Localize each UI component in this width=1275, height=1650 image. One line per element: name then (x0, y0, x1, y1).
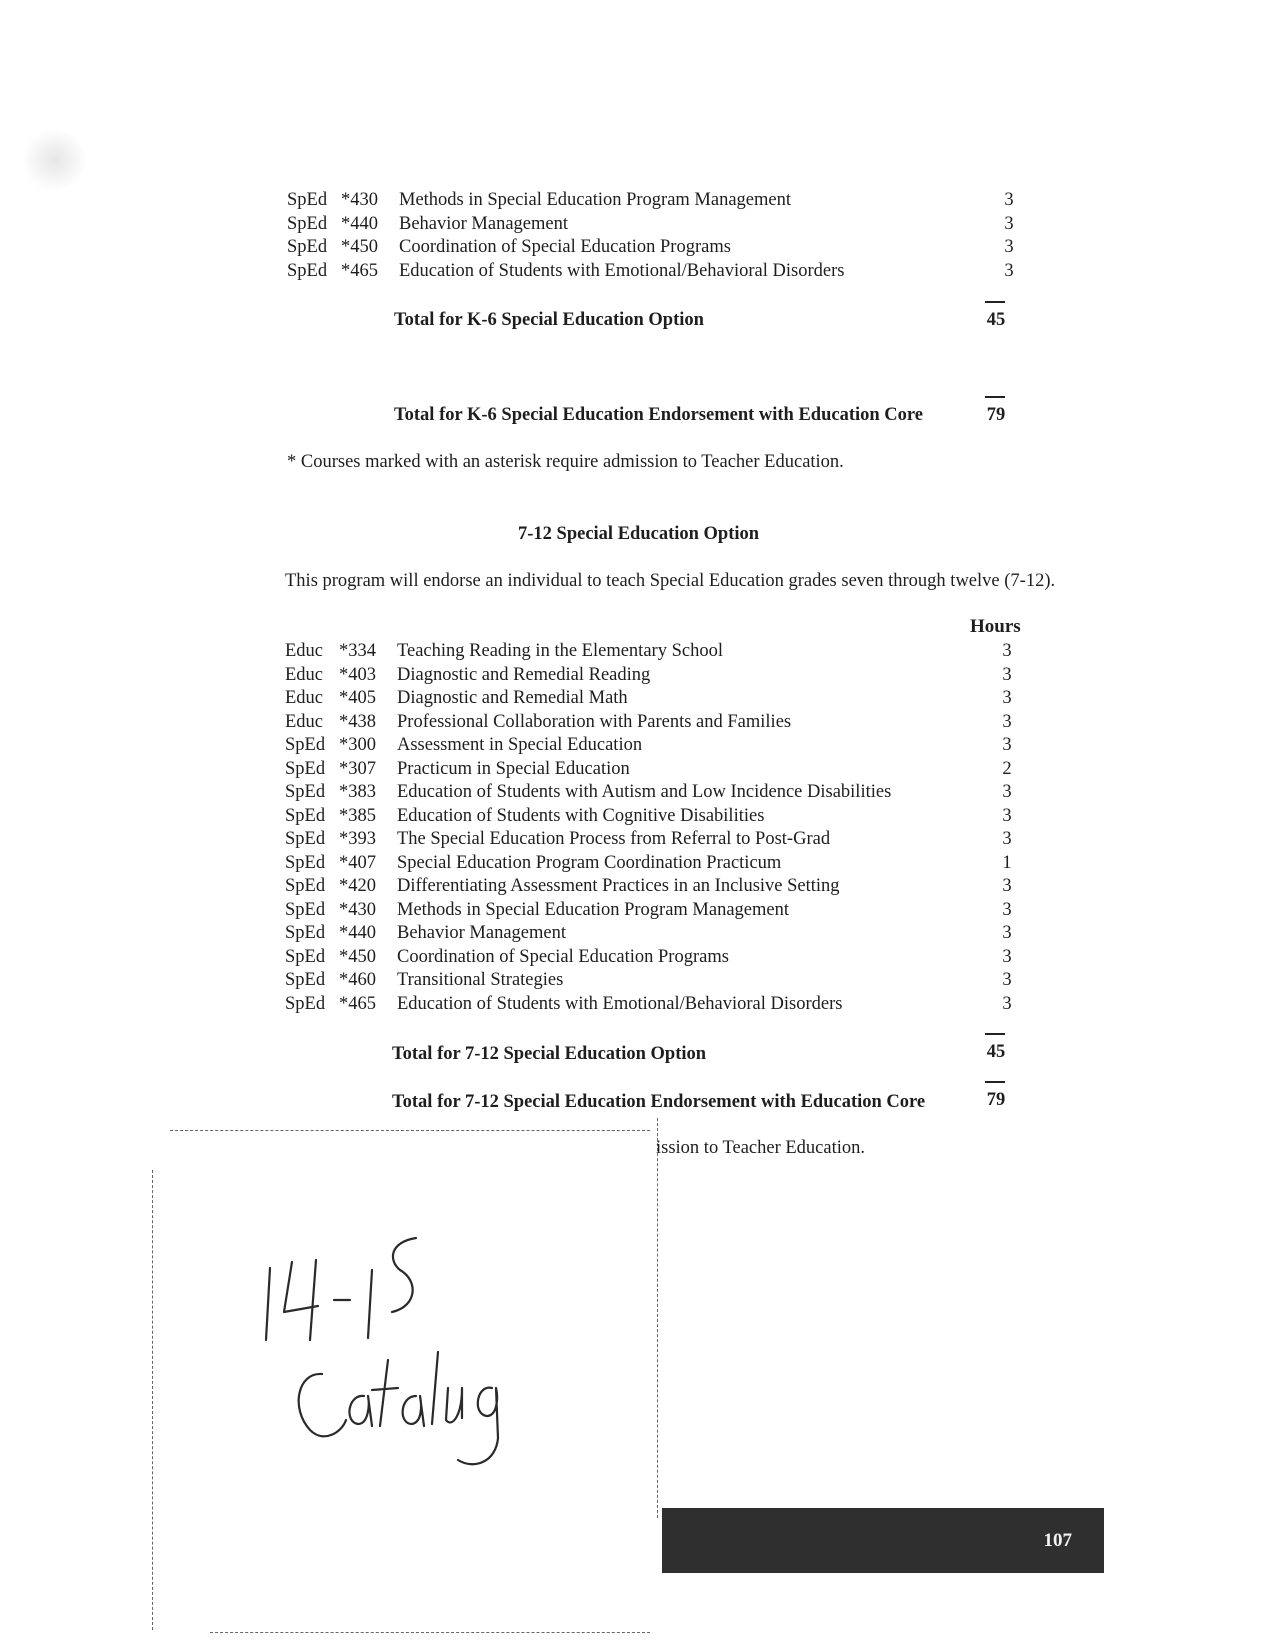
scan-smudge (20, 130, 90, 190)
course-hours: 3 (1004, 237, 1014, 257)
course-row (285, 734, 1027, 758)
section-712-endorsement-total-label: Total for 7-12 Special Education Endorsement with Education Core (392, 1092, 926, 1112)
course-row (287, 260, 1029, 284)
overlay-top-edge (170, 1130, 650, 1131)
k6-option-total-label: Total for K-6 Special Education Option (394, 310, 704, 330)
course-hours: 3 (1002, 735, 1012, 755)
course-title: Education of Students with Emotional/Behavioral Disorders (399, 260, 845, 281)
course-title: Methods in Special Education Program Management (399, 190, 792, 210)
course-title: Methods in Special Education Program Management (397, 899, 790, 920)
footer-bar (662, 1508, 1104, 1573)
course-title: The Special Education Process from Referral to Post-Grad (397, 829, 831, 849)
course-number: *307 (339, 758, 376, 779)
course-dept: SpEd (285, 993, 326, 1014)
course-hours: 3 (1002, 829, 1012, 849)
page-number: 107 (1043, 1530, 1072, 1551)
handwriting-stroke (432, 1352, 438, 1424)
hours-column-header: Hours (970, 616, 1021, 637)
handwriting-stroke (446, 1388, 462, 1422)
section-712-intro: This program will endorse an individual to teach Special Education grades seven through twelve (7-12). (285, 571, 1056, 591)
course-dept: SpEd (285, 805, 326, 826)
asterisk-note: * Courses marked with an asterisk require admission to Teacher Education. (287, 452, 844, 472)
course-title: Education of Students with Cognitive Disabilities (397, 805, 765, 826)
k6-course-table (287, 189, 1029, 283)
course-row (285, 852, 1027, 876)
course-hours: 3 (1002, 946, 1012, 967)
course-row (285, 922, 1027, 946)
course-number: *465 (341, 260, 378, 281)
course-dept: SpEd (285, 923, 326, 943)
course-hours: 3 (1002, 805, 1012, 826)
course-row (285, 899, 1027, 923)
overlay-right-edge (657, 1118, 658, 1518)
course-hours: 3 (1002, 688, 1012, 708)
k6-endorsement-rule (985, 396, 1005, 398)
handwriting-stroke (266, 1268, 270, 1340)
handwriting-stroke (299, 1374, 346, 1436)
course-number: *450 (339, 946, 376, 967)
course-hours: 3 (1004, 213, 1014, 234)
course-title: Teaching Reading in the Elementary School (397, 641, 723, 661)
course-number: *405 (339, 688, 376, 708)
course-dept: SpEd (287, 213, 328, 234)
course-dept: Educ (285, 664, 324, 685)
course-dept: Educ (285, 688, 324, 708)
course-number: *430 (339, 899, 376, 920)
course-row (287, 236, 1029, 260)
course-title: Special Education Program Coordination Practicum (397, 852, 782, 873)
course-row (285, 664, 1027, 688)
course-row (285, 711, 1027, 735)
course-hours: 3 (1002, 923, 1012, 943)
course-hours: 3 (1002, 641, 1012, 661)
course-title: Transitional Strategies (397, 970, 564, 990)
course-title: Coordination of Special Education Programs (397, 946, 729, 967)
course-dept: SpEd (285, 852, 326, 873)
course-title: Education of Students with Emotional/Behavioral Disorders (397, 993, 843, 1014)
course-hours: 3 (1002, 970, 1012, 990)
course-dept: SpEd (287, 237, 328, 257)
handwritten-note (240, 1220, 520, 1480)
course-hours: 3 (1002, 782, 1012, 802)
course-title: Professional Collaboration with Parents and Families (397, 711, 792, 732)
course-dept: SpEd (285, 758, 326, 779)
truncated-asterisk-note: ission to Teacher Education. (656, 1138, 866, 1158)
course-hours: 2 (1002, 758, 1012, 779)
course-number: *420 (339, 876, 376, 896)
handwriting-stroke (403, 1396, 424, 1426)
course-title: Diagnostic and Remedial Math (397, 688, 628, 708)
course-dept: SpEd (287, 260, 328, 281)
handwriting-stroke (368, 1270, 372, 1338)
course-number: *407 (339, 852, 376, 873)
k6-endorsement-total-value: 79 (986, 405, 1006, 425)
course-row (287, 213, 1029, 237)
section-712-option-total-value: 45 (986, 1042, 1006, 1062)
course-dept: SpEd (285, 876, 326, 896)
course-row (285, 805, 1027, 829)
course-number: *465 (339, 993, 376, 1014)
course-number: *300 (339, 735, 376, 755)
course-row (285, 969, 1027, 993)
course-hours: 3 (1002, 993, 1012, 1014)
course-number: *460 (339, 970, 376, 990)
course-row (287, 189, 1029, 213)
section-712-option-rule (985, 1033, 1005, 1035)
course-dept: SpEd (285, 735, 326, 755)
course-row (285, 875, 1027, 899)
course-row (285, 758, 1027, 782)
course-hours: 3 (1004, 190, 1014, 210)
k6-option-total-value: 45 (986, 310, 1006, 330)
course-title: Differentiating Assessment Practices in an Inclusive Setting (397, 876, 840, 896)
course-hours: 3 (1002, 711, 1012, 732)
course-title: Education of Students with Autism and Low Incidence Disabilities (397, 782, 892, 802)
course-number: *440 (339, 923, 376, 943)
course-dept: Educ (285, 641, 324, 661)
course-hours: 3 (1002, 899, 1012, 920)
section-712-course-table (285, 640, 1027, 1016)
course-title: Coordination of Special Education Programs (399, 237, 731, 257)
course-dept: Educ (285, 711, 324, 732)
course-row (285, 640, 1027, 664)
course-title: Diagnostic and Remedial Reading (397, 664, 651, 685)
handwriting-stroke (372, 1360, 398, 1426)
course-number: *334 (339, 641, 376, 661)
course-hours: 1 (1002, 852, 1012, 873)
course-row (285, 687, 1027, 711)
course-title: Behavior Management (399, 213, 569, 234)
course-dept: SpEd (285, 970, 326, 990)
handwriting-stroke (349, 1396, 372, 1426)
course-number: *385 (339, 805, 376, 826)
section-712-title: 7-12 Special Education Option (518, 524, 760, 544)
course-title: Practicum in Special Education (397, 758, 630, 779)
course-hours: 3 (1002, 664, 1012, 685)
section-712-option-total-label: Total for 7-12 Special Education Option (392, 1044, 707, 1064)
section-712-endorsement-total-value: 79 (986, 1090, 1006, 1110)
course-number: *438 (339, 711, 376, 732)
handwriting-stroke (310, 1260, 316, 1340)
overlay-bottom-edge (210, 1632, 650, 1633)
course-dept: SpEd (287, 190, 328, 210)
section-712-endorsement-rule (985, 1081, 1005, 1083)
handwriting-stroke (392, 1238, 416, 1312)
k6-option-rule (985, 301, 1005, 303)
course-number: *383 (339, 782, 376, 802)
course-row (285, 946, 1027, 970)
course-hours: 3 (1004, 260, 1014, 281)
course-title: Assessment in Special Education (397, 735, 643, 755)
course-dept: SpEd (285, 829, 326, 849)
course-row (285, 828, 1027, 852)
course-number: *450 (341, 237, 378, 257)
course-hours: 3 (1002, 876, 1012, 896)
course-row (285, 993, 1027, 1017)
handwriting-stroke (458, 1388, 498, 1465)
course-number: *403 (339, 664, 376, 685)
overlay-left-edge (152, 1170, 153, 1630)
course-number: *393 (339, 829, 376, 849)
course-title: Behavior Management (397, 923, 567, 943)
course-row (285, 781, 1027, 805)
course-dept: SpEd (285, 899, 326, 920)
course-number: *440 (341, 213, 378, 234)
course-number: *430 (341, 190, 378, 210)
k6-endorsement-total-label: Total for K-6 Special Education Endorsement with Education Core (394, 405, 924, 425)
course-dept: SpEd (285, 946, 326, 967)
course-dept: SpEd (285, 782, 326, 802)
